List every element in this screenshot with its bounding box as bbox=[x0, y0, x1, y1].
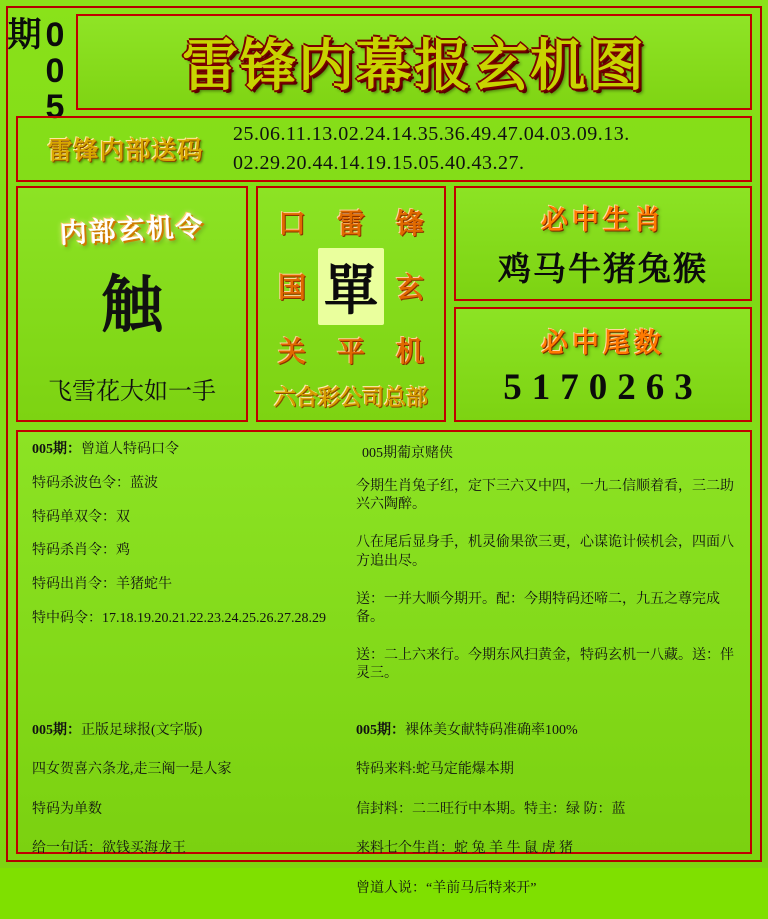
grid-char: 关 bbox=[278, 330, 306, 370]
tips-line: 来料七个生肖：蛇 兔 羊 牛 鼠 虎 猪 bbox=[356, 840, 736, 858]
tips-line: 曾道人说：“羊前马后特来开” bbox=[356, 880, 736, 898]
right-verse-column bbox=[356, 442, 736, 704]
tips-line: 信封料：二二旺行中本期。特主：绿 防：蓝 bbox=[356, 801, 736, 819]
page-title: 雷锋内幕报玄机图 bbox=[182, 22, 646, 102]
command-line bbox=[32, 442, 342, 459]
char-grid bbox=[266, 196, 436, 376]
command-line: 特中码令：17.18.19.20.21.22.23.24.25.26.27.28.29 bbox=[32, 611, 342, 628]
tips-line: 特码来料:蛇马定能爆本期 bbox=[356, 761, 736, 779]
inside-numbers-band bbox=[16, 116, 752, 182]
command-line: 特码单双令：双 bbox=[32, 510, 342, 527]
football-report-line: 给一句话：欲钱买海龙王 bbox=[32, 840, 342, 858]
verse-heading: 005期葡京赌侠 bbox=[356, 442, 736, 462]
company-caption: 六合彩公司总部 bbox=[258, 381, 444, 412]
zodiac-title: 必中生肖 bbox=[541, 198, 665, 237]
command-line: 特码出肖令：羊猪蛇牛 bbox=[32, 577, 342, 594]
grid-char: 口 bbox=[278, 202, 306, 242]
tips-column bbox=[356, 722, 736, 919]
middle-boxes bbox=[16, 186, 752, 422]
command-issue: 005期： bbox=[32, 442, 81, 457]
issue-number-vertical: 005期 bbox=[16, 16, 72, 126]
zodiac-box bbox=[454, 186, 752, 301]
tail-number-values: 5170263 bbox=[503, 366, 703, 409]
football-report-line: 特码为单数 bbox=[32, 801, 342, 819]
inner-riddle-big-char: 触 bbox=[18, 255, 246, 344]
inside-numbers-values bbox=[233, 120, 750, 178]
title-band bbox=[76, 14, 752, 110]
right-boxes bbox=[454, 186, 752, 422]
football-report-issue: 005期： bbox=[32, 723, 81, 738]
grid-char: 国 bbox=[278, 266, 306, 306]
tips-issue: 005期： bbox=[356, 723, 405, 738]
inside-numbers-line-1: 25.06.11.13.02.24.14.35.36.49.47.04.03.09.13. bbox=[233, 120, 744, 149]
grid-char: 玄 bbox=[396, 266, 424, 306]
football-report-title: 正版足球报(文字版) bbox=[81, 723, 202, 738]
tips-line bbox=[356, 722, 736, 740]
tail-number-title: 必中尾数 bbox=[541, 321, 665, 360]
inner-riddle-phrase: 飞雪花大如一手 bbox=[18, 371, 246, 406]
tail-number-box bbox=[454, 307, 752, 422]
inside-numbers-label: 雷锋内部送码 bbox=[18, 131, 233, 167]
inner-riddle-box bbox=[16, 186, 248, 422]
verse-line: 今期生肖兔子红，定下三六又中四，一九二信顺着看，三二助兴六陶醉。 bbox=[356, 478, 736, 514]
grid-char: 锋 bbox=[396, 202, 424, 242]
command-line: 特码杀波色令：蓝波 bbox=[32, 476, 342, 493]
inside-numbers-line-2: 02.29.20.44.14.19.15.05.40.43.27. bbox=[233, 149, 744, 178]
lower-columns bbox=[32, 722, 736, 919]
command-line: 特码杀肖令：鸡 bbox=[32, 543, 342, 560]
grid-char-center: 單 bbox=[318, 248, 384, 325]
char-grid-box bbox=[256, 186, 446, 422]
verse-line: 送：一并大顺今期开。配：今期特码还啼二，九五之尊完成备。 bbox=[356, 591, 736, 627]
tips-text: 裸体美女献特码准确率100% bbox=[405, 723, 578, 738]
inner-riddle-title: 内部玄机令 bbox=[17, 202, 247, 253]
grid-char: 雷 bbox=[337, 202, 365, 242]
zodiac-list: 鸡马牛猪兔猴 bbox=[498, 243, 708, 290]
football-report-column bbox=[32, 722, 342, 919]
football-report-heading bbox=[32, 722, 342, 740]
verse-line: 送：二上六来行。今期东风扫黄金，特码玄机一八藏。送：伴灵三。 bbox=[356, 647, 736, 683]
verse-line: 八在尾后显身手，机灵偷果欲三更，心谋诡计候机会，四面八方追出尽。 bbox=[356, 534, 736, 570]
grid-char: 平 bbox=[337, 330, 365, 370]
upper-columns bbox=[32, 442, 736, 704]
football-report-line: 四女贺喜六条龙,走三阄一是人家 bbox=[32, 761, 342, 779]
left-command-column bbox=[32, 442, 342, 704]
grid-char: 机 bbox=[396, 330, 424, 370]
command-text: 曾道人特码口令 bbox=[81, 442, 179, 457]
bottom-text-panel bbox=[16, 430, 752, 854]
